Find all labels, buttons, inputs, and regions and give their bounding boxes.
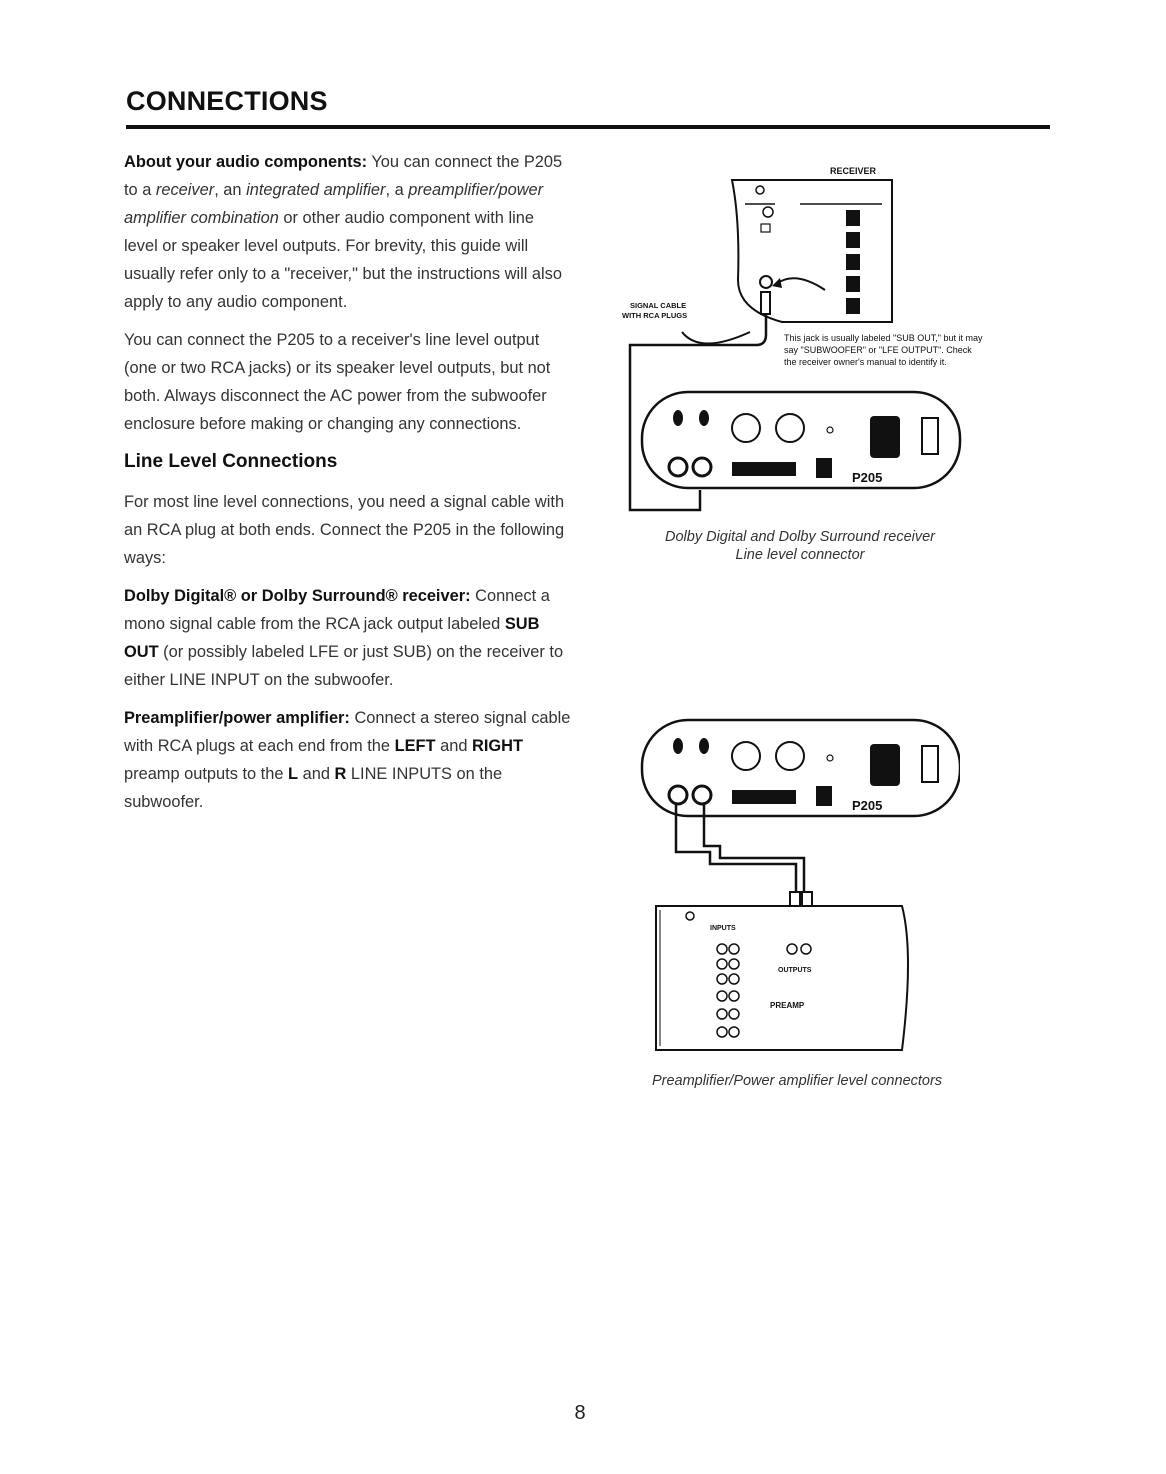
speaker-level-input-icon	[732, 790, 796, 804]
preamp-bold-2: RIGHT	[472, 737, 524, 755]
preamp-connection-diagram	[630, 712, 960, 1057]
speaker-terminal-icon	[846, 276, 860, 292]
intro-italic-3: preamplifier/power amplifier combination	[124, 181, 544, 227]
intro-italic-1: receiver	[155, 181, 215, 199]
receiver-panel	[732, 180, 892, 322]
power-warning-paragraph: You can connect the P205 to a receiver's line level output (one or two RCA jacks) or its speaker level outputs, but not both. Always disconnect the AC power from the subwoofer enclosure before making or changing any connections.	[124, 331, 551, 433]
cable-callout-icon	[682, 332, 750, 344]
ac-inlet-icon	[870, 416, 900, 458]
intro-text-2: , an	[214, 181, 247, 199]
crossover-switch-icon	[699, 410, 709, 426]
p205-model-label: P205	[852, 470, 883, 485]
intro-paragraph	[124, 148, 572, 316]
receiver-connection-diagram	[620, 160, 1060, 520]
speaker-terminal-icon	[846, 298, 860, 314]
speaker-terminal-icon	[846, 254, 860, 270]
preamp-text-3: preamp outputs to the	[124, 765, 289, 783]
preamp-bold-4: R	[334, 765, 347, 783]
dolby-paragraph	[124, 582, 572, 694]
cable-label-line-1: SIGNAL CABLE	[630, 301, 687, 310]
page-title: CONNECTIONS	[126, 86, 328, 116]
p205-panel	[642, 720, 960, 816]
speaker-terminal-icon	[846, 232, 860, 248]
preamp-label: PREAMP	[770, 1001, 805, 1010]
cable-label-line-2: WITH RCA PLUGS	[622, 311, 688, 320]
preamp-text-1: Connect a stereo signal cable with RCA plugs at each end from the	[124, 709, 571, 755]
section-heading: Line Level Connections	[124, 451, 338, 472]
dolby-bold-1: SUB OUT	[124, 615, 540, 661]
p205-model-label: P205	[852, 798, 883, 813]
intro-italic-2: integrated amplifier	[246, 181, 386, 199]
dolby-text-2: (or possibly labeled LFE or just SUB) on the receiver to either LINE INPUT on the subwoofer.	[124, 643, 564, 689]
speaker-terminal-icon	[846, 210, 860, 226]
page-number: 8	[574, 1402, 586, 1424]
p205-panel	[642, 392, 960, 488]
preamp-bold-1: LEFT	[394, 737, 436, 755]
outputs-label: OUTPUTS	[778, 967, 812, 974]
phase-switch-icon	[673, 410, 683, 426]
speaker-level-input-icon	[732, 462, 796, 476]
note-line-2: say "SUBWOOFER" or "LFE OUTPUT". Check	[784, 345, 972, 355]
preamp-panel	[656, 906, 908, 1050]
preamp-text-4: and	[298, 765, 335, 783]
stereo-cable	[704, 804, 804, 906]
preamp-text-2: and	[435, 737, 473, 755]
ac-inlet-icon	[870, 744, 900, 786]
line-level-intro: For most line level connections, you need a signal cable with an RCA plug at both ends. Connect the P205 in the following ways:	[124, 493, 565, 567]
figure1-caption-line-2: Line level connector	[735, 547, 865, 563]
inputs-label: INPUTS	[710, 925, 736, 932]
figure1-caption	[620, 528, 980, 564]
figure1-caption-line-1: Dolby Digital and Dolby Surround receiver	[665, 529, 935, 545]
dolby-text-1: Connect a mono signal cable from the RCA jack output labeled	[124, 587, 550, 633]
intro-text-4: or other audio component with line level or speaker level outputs. For brevity, this guide will usually refer only to a "receiver," but the instructions will also apply to any audio component.	[124, 209, 562, 311]
body-text-column	[124, 148, 572, 826]
figure2-caption: Preamplifier/Power amplifier level connectors	[651, 1073, 943, 1089]
trigger-jack-icon	[816, 458, 832, 478]
note-line-1: This jack is usually labeled "SUB OUT," but it may	[784, 333, 983, 343]
preamp-text-5: LINE INPUTS on the subwoofer.	[124, 765, 503, 811]
stereo-cable	[676, 804, 796, 906]
preamp-paragraph	[124, 704, 572, 816]
preamp-bold-3: L	[288, 765, 299, 783]
intro-text-3: , a	[385, 181, 409, 199]
title-rule	[126, 125, 1050, 129]
preamp-lead: Preamplifier/power amplifier:	[124, 709, 350, 727]
note-line-3: the receiver owner's manual to identify it.	[784, 357, 947, 367]
phase-switch-icon	[673, 738, 683, 754]
crossover-switch-icon	[699, 738, 709, 754]
dolby-lead: Dolby Digital® or Dolby Surround® receiver:	[124, 587, 471, 605]
intro-lead: About your audio components:	[124, 153, 368, 171]
trigger-jack-icon	[816, 786, 832, 806]
receiver-label: RECEIVER	[830, 166, 877, 176]
intro-text-1: You can connect the P205 to a	[124, 153, 563, 199]
rca-plug-icon	[761, 292, 770, 314]
